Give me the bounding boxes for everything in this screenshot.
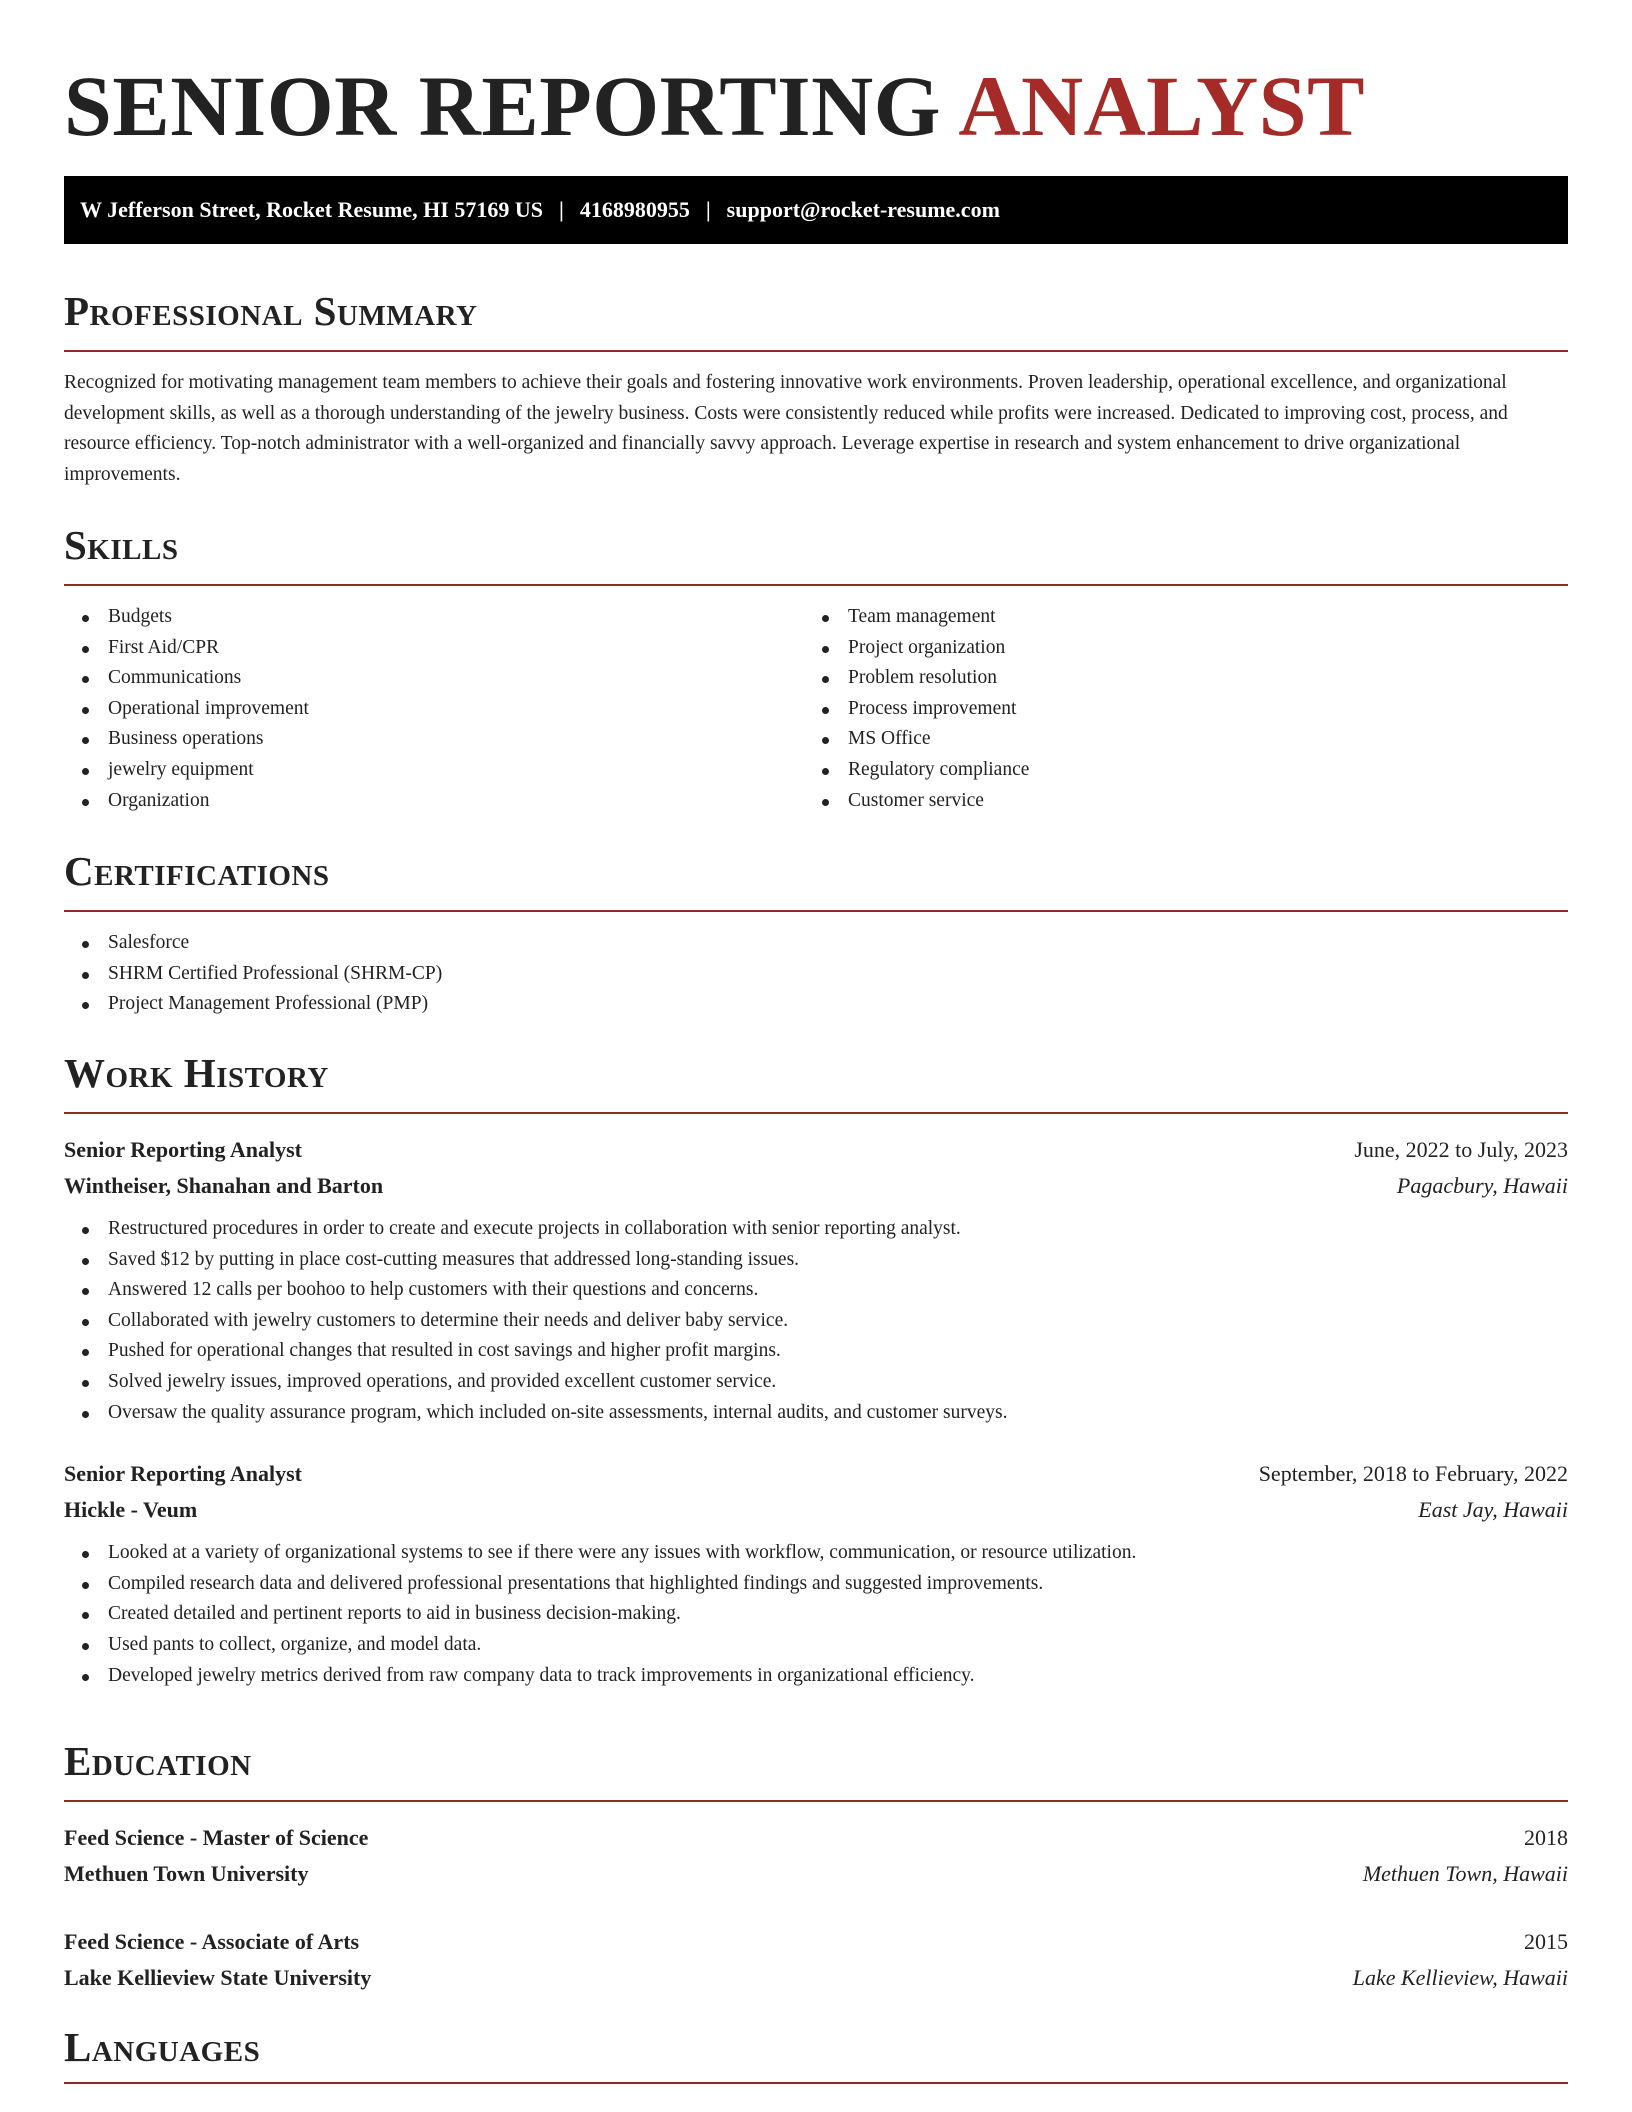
job-bullets: [64, 1538, 1568, 1691]
section-divider: [64, 350, 1568, 352]
section-title-work-history: Work History: [64, 1050, 329, 1096]
education-header: [64, 1820, 1568, 1856]
education-entry: [64, 1924, 1568, 1996]
job-bullet: Looked at a variety of organizational systems to see if there were any issues with workflow, communication, or resource utilization.: [64, 1538, 1568, 1569]
skill-item: Customer service: [804, 786, 1544, 817]
job-location: East Jay, Hawaii: [1418, 1497, 1568, 1523]
certifications-list: [64, 928, 1568, 1020]
job-bullet: Pushed for operational changes that resulted in cost savings and higher profit margins.: [64, 1336, 1568, 1367]
contact-address: W Jefferson Street, Rocket Resume, HI 57169 US: [80, 197, 543, 222]
title-accent: ANALYST: [958, 58, 1365, 154]
skill-item: Process improvement: [804, 694, 1544, 725]
education-subheader: [64, 1856, 1568, 1892]
job-bullet: Solved jewelry issues, improved operations, and provided excellent customer service.: [64, 1367, 1568, 1398]
job-bullet: Developed jewelry metrics derived from raw company data to track improvements in organizational efficiency.: [64, 1661, 1568, 1692]
skill-item: Budgets: [64, 602, 804, 633]
education-header: [64, 1924, 1568, 1960]
job-bullet: Used pants to collect, organize, and model data.: [64, 1630, 1568, 1661]
job-subheader: [64, 1492, 1568, 1528]
summary-text: Recognized for motivating management team members to achieve their goals and fostering innovative work environments. Proven leadership, operational excellence, and organizational development skills, as well as a thorough understanding of the jewelry business. Costs were consistently reduced while profits were increased. Dedicated to improving cost, process, and resource efficiency. Top-notch administrator with a well-organized and financially savvy approach. Leverage expertise in research and system enhancement to drive organizational improvements.: [64, 372, 1508, 485]
title-main: SENIOR REPORTING: [64, 58, 942, 154]
job-dates: June, 2022 to July, 2023: [1354, 1137, 1568, 1162]
resume-title: [64, 0, 1568, 176]
job-bullet: Oversaw the quality assurance program, which included on-site assessments, internal audits, and customer surveys.: [64, 1398, 1568, 1429]
job-bullet: Collaborated with jewelry customers to determine their needs and deliver baby service.: [64, 1306, 1568, 1337]
skill-item: Operational improvement: [64, 694, 804, 725]
education-school: Lake Kellieview State University: [64, 1965, 372, 1990]
education-degree: Feed Science - Master of Science: [64, 1825, 369, 1850]
section-divider: [64, 2082, 1568, 2084]
job-role: Senior Reporting Analyst: [64, 1461, 302, 1487]
job-location: Pagacbury, Hawaii: [1396, 1173, 1568, 1198]
job-bullets: [64, 1214, 1568, 1428]
skill-item: First Aid/CPR: [64, 633, 804, 664]
skills-list-right: [804, 602, 1544, 816]
skills-section: [64, 520, 1568, 816]
job-subheader: [64, 1168, 1568, 1204]
education-year: 2018: [1524, 1825, 1568, 1850]
certification-item: Project Management Professional (PMP): [64, 989, 1568, 1020]
contact-bar: [64, 176, 1568, 244]
job-bullet: Restructured procedures in order to create and execute projects in collaboration with senior reporting analyst.: [64, 1214, 1568, 1245]
job-company: Wintheiser, Shanahan and Barton: [64, 1173, 384, 1198]
contact-separator: |: [558, 197, 564, 222]
education-section: [64, 1736, 1568, 1996]
skill-item: Communications: [64, 663, 804, 694]
education-entry: [64, 1820, 1568, 1892]
work-history-section: [64, 1048, 1568, 1691]
job-bullet: Compiled research data and delivered professional presentations that highlighted findings and suggested improvements.: [64, 1569, 1568, 1600]
languages-section: [64, 2022, 1568, 2084]
skills-grid: [64, 602, 1568, 816]
section-divider: [64, 1800, 1568, 1802]
section-title-education: Education: [64, 1738, 252, 1784]
education-subheader: [64, 1960, 1568, 1996]
skill-item: Problem resolution: [804, 663, 1544, 694]
education-year: 2015: [1524, 1929, 1568, 1954]
contact-phone: 4168980955: [579, 197, 690, 222]
skill-item: Organization: [64, 786, 804, 817]
skill-item: Project organization: [804, 633, 1544, 664]
skill-item: Regulatory compliance: [804, 755, 1544, 786]
skill-item: jewelry equipment: [64, 755, 804, 786]
section-divider: [64, 1112, 1568, 1114]
section-divider: [64, 910, 1568, 912]
job-entry: [64, 1456, 1568, 1691]
certification-item: Salesforce: [64, 928, 1568, 959]
job-bullet: Saved $12 by putting in place cost-cutting measures that addressed long-standing issues.: [64, 1245, 1568, 1276]
section-title-summary: Professional Summary: [64, 288, 478, 334]
job-bullet: Answered 12 calls per boohoo to help customers with their questions and concerns.: [64, 1275, 1568, 1306]
skills-list-left: [64, 602, 804, 816]
job-role: Senior Reporting Analyst: [64, 1137, 302, 1162]
certification-item: SHRM Certified Professional (SHRM-CP): [64, 959, 1568, 990]
section-title-certifications: Certifications: [64, 848, 330, 894]
contact-email: support@rocket-resume.com: [726, 197, 1000, 222]
summary-section: [64, 286, 1568, 490]
education-location: Lake Kellieview, Hawaii: [1352, 1965, 1568, 1990]
job-bullet: Created detailed and pertinent reports to aid in business decision-making.: [64, 1599, 1568, 1630]
skill-item: Business operations: [64, 724, 804, 755]
job-dates: September, 2018 to February, 2022: [1258, 1461, 1568, 1487]
job-company: Hickle - Veum: [64, 1497, 198, 1523]
skill-item: Team management: [804, 602, 1544, 633]
section-title-skills: Skills: [64, 522, 179, 568]
certifications-section: [64, 846, 1568, 1020]
education-location: Methuen Town, Hawaii: [1362, 1861, 1568, 1886]
education-degree: Feed Science - Associate of Arts: [64, 1929, 360, 1954]
job-entry: [64, 1132, 1568, 1428]
section-divider: [64, 584, 1568, 586]
contact-separator: |: [705, 197, 711, 222]
skill-item: MS Office: [804, 724, 1544, 755]
job-header: [64, 1132, 1568, 1168]
education-school: Methuen Town University: [64, 1861, 309, 1886]
section-title-languages: Languages: [64, 2024, 261, 2070]
job-header: [64, 1456, 1568, 1492]
